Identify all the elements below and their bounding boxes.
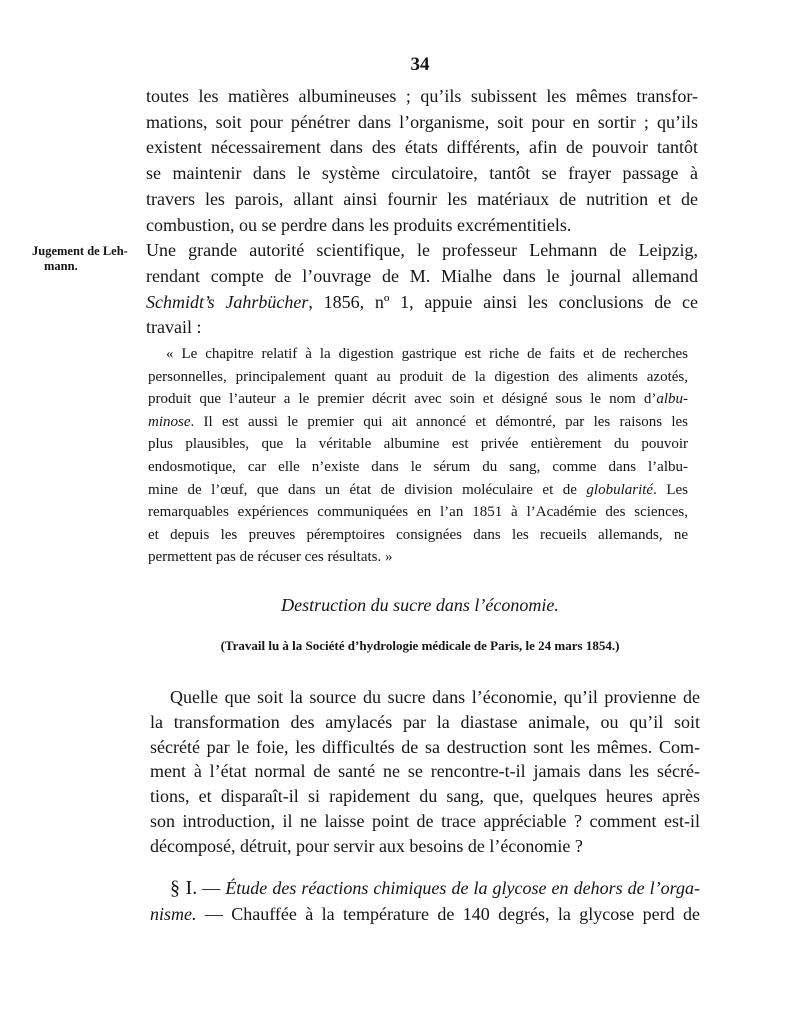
italic-term: albu- bbox=[656, 391, 688, 408]
page-number: 34 bbox=[410, 54, 430, 75]
quote-line: et depuis les preuves péremptoires consignées dans les recueils allemands, ne bbox=[148, 526, 688, 543]
italic-term: globularité bbox=[586, 481, 654, 498]
section-title: Étude des réactions chimiques de la glycose en dehors de l’orga- bbox=[225, 878, 700, 898]
quote-line: permettent pas de récuser ces résultats. » bbox=[148, 549, 393, 566]
text-segment: , 1856, nº 1, appuie ainsi les conclusions de ce bbox=[308, 291, 698, 312]
sugar-paragraph bbox=[150, 685, 700, 859]
quote-line: personnelles, principalement quant au produit de la digestion des aliments azotés, bbox=[148, 368, 688, 385]
quote-line: endosmotique, car elle n’existe dans le sérum du sang, comme dans l’albu- bbox=[148, 458, 688, 475]
margin-note-line: Jugement de Leh- bbox=[32, 244, 128, 258]
quote-line: plus plausibles, que la véritable albumine est privée entièrement du pouvoir bbox=[148, 436, 688, 453]
text-line bbox=[146, 290, 698, 316]
text-line: rendant compte de l’ouvrage de M. Mialhe dans le journal allemand bbox=[146, 265, 698, 286]
margin-note bbox=[32, 244, 140, 274]
text-line: mations, soit pour pénétrer dans l’organisme, soit pour en sortir ; qu’ils bbox=[146, 111, 698, 132]
text-line: tions, et disparaît-il si rapidement du sang, que, quelques heures après bbox=[150, 786, 700, 807]
text-line: toutes les matières albumineuses ; qu’ils subissent les mêmes transfor- bbox=[146, 86, 698, 106]
text-segment: mine de l’œuf, que dans un état de division moléculaire et de bbox=[148, 481, 587, 498]
text-line: Une grande autorité scientifique, le professeur Lehmann de Leipzig, bbox=[146, 240, 698, 261]
text-segment: produit que l’auteur a le premier décrit avec soin et désigné sous le nom d’ bbox=[148, 391, 657, 408]
text-line: Quelle que soit la source du sucre dans l’économie, qu’il provienne de bbox=[170, 687, 700, 707]
section-one bbox=[150, 876, 700, 927]
section-mark: § I. bbox=[170, 877, 198, 899]
text-line: combustion, ou se perdre dans les produits excrémentitiels. bbox=[146, 214, 572, 235]
quote-line: remarquables expériences communiquées en l’an 1851 à l’Académie des sciences, bbox=[148, 504, 688, 521]
quote-line bbox=[148, 479, 688, 502]
margin-note-line: mann. bbox=[44, 259, 78, 273]
section-title: nisme. bbox=[150, 903, 197, 924]
text-line bbox=[150, 902, 700, 928]
quote-line bbox=[148, 411, 688, 434]
intro-paragraph bbox=[146, 84, 698, 341]
lehmann-quote bbox=[148, 343, 688, 569]
text-line: se maintenir dans le système circulatoire, tantôt se frayer passage à bbox=[146, 163, 698, 184]
journal-title: Schmidt’s Jahrbücher bbox=[146, 291, 309, 312]
italic-term: minose bbox=[148, 413, 191, 430]
text-line: travail : bbox=[146, 317, 202, 338]
text-line: décomposé, détruit, pour servir aux besoins de l’économie ? bbox=[150, 835, 583, 856]
em-dash: — bbox=[197, 878, 226, 898]
section-title-line bbox=[150, 876, 700, 902]
text-line: existent nécessairement dans des états différents, afin de pouvoir tantôt bbox=[146, 137, 698, 158]
text-segment: . Les bbox=[653, 481, 688, 498]
text-segment: . Il est aussi le premier qui ait annoncé et démontré, par les raisons les bbox=[190, 413, 688, 430]
text-line: ment à l’état normal de santé ne se rencontre-t-il jamais dans les sécré- bbox=[150, 761, 700, 782]
text-line: la transformation des amylacés par la diastase animale, ou qu’il soit bbox=[150, 711, 700, 732]
text-line: sécrété par le foie, les difficultés de sa destruction sont les mêmes. Com- bbox=[150, 736, 700, 757]
text-segment: — Chauffée à la température de 140 degrés, la glycose perd de bbox=[196, 903, 700, 924]
section-heading: Destruction du sucre dans l’économie. bbox=[281, 595, 559, 615]
lehmann-paragraph bbox=[146, 238, 698, 264]
section-subheading: (Travail lu à la Société d’hydrologie médicale de Paris, le 24 mars 1854.) bbox=[220, 638, 620, 653]
quote-line: « Le chapitre relatif à la digestion gastrique est riche de faits et de recherches bbox=[166, 346, 688, 362]
text-line: son introduction, il ne laisse point de trace appréciable ? comment est-il bbox=[150, 810, 700, 831]
text-line: travers les parois, allant ainsi fournir les matériaux de nutrition et de bbox=[146, 188, 698, 209]
quote-line bbox=[148, 388, 688, 411]
